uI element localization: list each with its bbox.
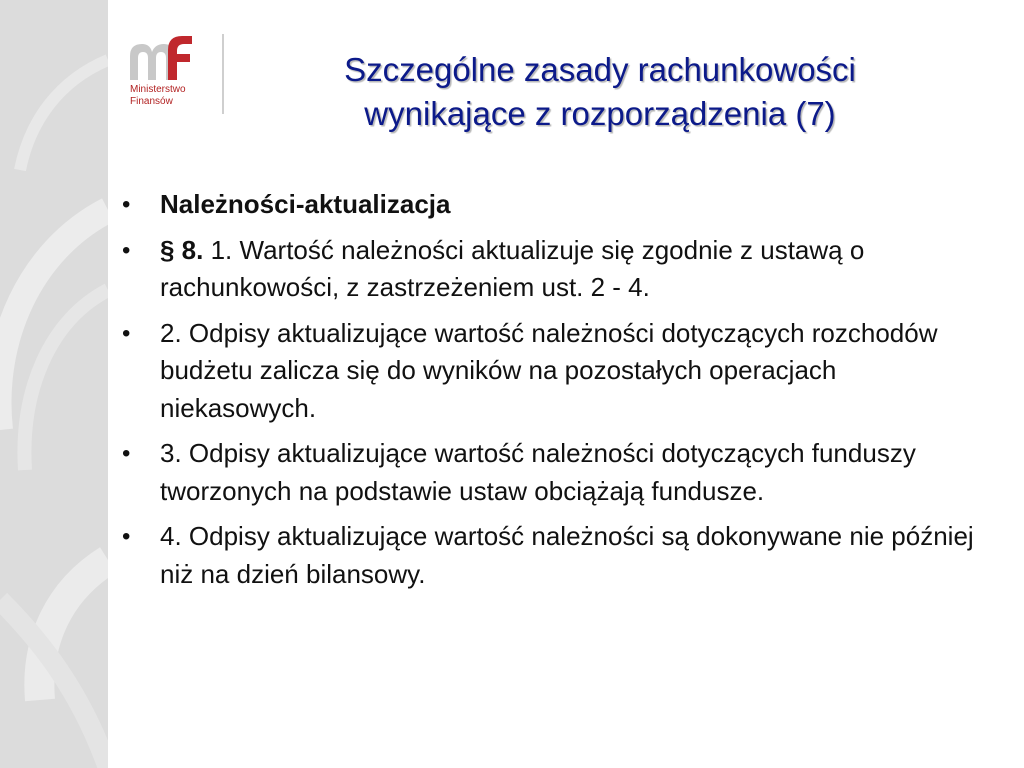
mf-logo-icon — [128, 34, 194, 82]
bullet-item-text: 2. Odpisy aktualizujące wartość należności dotyczących rozchodów budżetu zalicza się do wyników na pozostałych operacjach niekasowych. — [160, 317, 938, 423]
bullet-icon: • — [122, 236, 131, 264]
slide-title — [236, 48, 964, 136]
logo-divider — [222, 34, 224, 114]
logo-line1: Ministerstwo — [130, 84, 186, 95]
logo-line2: Finansów — [130, 96, 173, 107]
bullet-item — [118, 435, 998, 510]
bullet-icon: • — [122, 440, 131, 467]
bullet-item — [118, 315, 998, 428]
bullet-item — [118, 186, 998, 224]
ministry-logo — [124, 34, 228, 118]
bullet-item-text: 1. Wartość należności aktualizuje się zgodnie z ustawą o rachunkowości, z zastrzeżeniem ust. 2 - 4. — [160, 234, 865, 302]
bullet-icon: • — [122, 319, 131, 347]
slide-title-line1: Szczególne zasady rachunkowości — [344, 51, 856, 88]
bullet-item-bold: § 8. — [160, 234, 204, 265]
bullet-list — [118, 186, 998, 601]
bullet-item-bold: Należności-aktualizacja — [160, 189, 451, 219]
logo-text — [130, 84, 186, 108]
bullet-item-text: 4. Odpisy aktualizujące wartość należności są dokonywane nie później niż na dzień bilansowy. — [160, 521, 974, 589]
bullet-icon: • — [122, 191, 131, 218]
bullet-item — [118, 232, 998, 307]
bullet-item — [118, 518, 998, 593]
bullet-icon: • — [122, 523, 131, 550]
sidebar-arcs-graphic — [0, 0, 108, 768]
slide-title-line2: wynikające z rozporządzenia (7) — [364, 95, 836, 132]
decorative-sidebar — [0, 0, 108, 768]
bullet-item-text: 3. Odpisy aktualizujące wartość należności dotyczących funduszy tworzonych na podstawie ustaw obciążają fundusze. — [160, 438, 916, 506]
